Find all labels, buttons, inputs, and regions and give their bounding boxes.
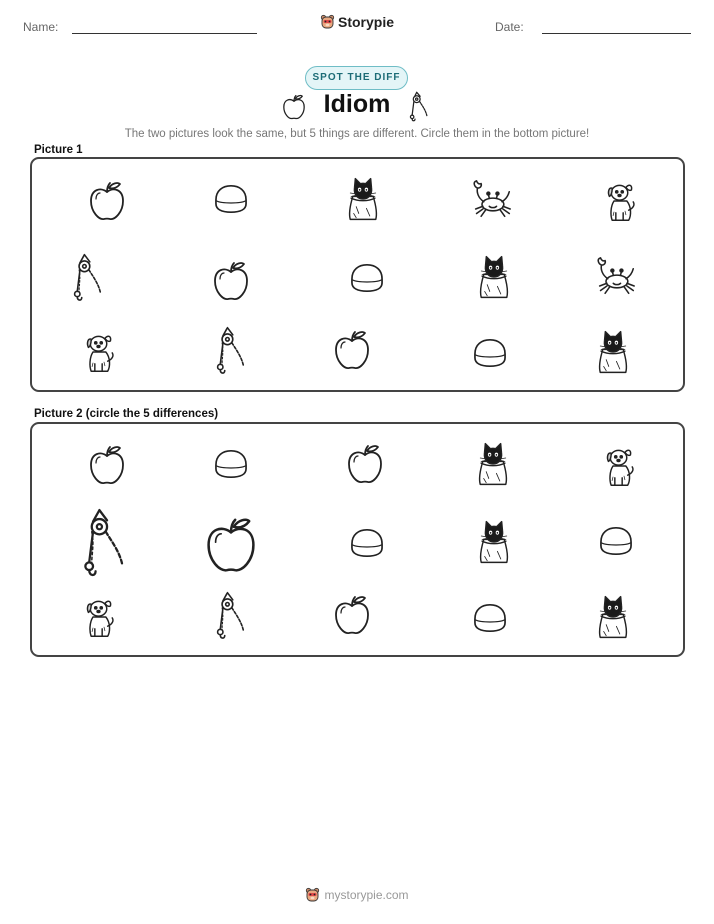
crab-icon	[469, 179, 515, 219]
cat-in-bag-icon	[596, 329, 630, 375]
picture-1-panel	[30, 157, 685, 392]
cat-in-bag-icon[interactable]	[477, 519, 511, 565]
pulley-icon	[70, 252, 106, 302]
apple-icon[interactable]	[332, 593, 372, 637]
picture-1-label: Picture 1	[34, 144, 83, 156]
footer	[0, 887, 714, 903]
picture-2-label: Picture 2 (circle the 5 differences)	[34, 408, 219, 420]
dog-icon	[601, 179, 638, 223]
cat-in-bag-icon[interactable]	[476, 441, 510, 487]
footer-site: mystorypie.com	[324, 888, 409, 902]
apple-icon[interactable]	[203, 514, 259, 576]
dog-icon	[80, 330, 117, 374]
dog-icon[interactable]	[600, 444, 637, 488]
egg-icon	[471, 337, 509, 369]
apple-icon	[332, 328, 372, 372]
pulley-icon[interactable]	[79, 506, 130, 578]
egg-icon[interactable]	[212, 448, 250, 480]
storypie-mascot-icon	[305, 887, 320, 903]
pulley-icon	[406, 90, 432, 122]
page-title: Idiom	[323, 90, 391, 118]
apple-icon[interactable]	[87, 443, 127, 487]
crab-icon	[593, 256, 639, 296]
date-label: Date:	[495, 20, 524, 34]
egg-icon	[212, 183, 250, 215]
apple-icon	[87, 179, 127, 223]
dog-icon[interactable]	[80, 595, 117, 639]
brand-name: Storypie	[337, 14, 394, 30]
cat-in-bag-icon[interactable]	[596, 594, 630, 640]
apple-icon[interactable]	[345, 442, 385, 486]
storypie-mascot-icon	[320, 14, 335, 30]
picture-2-panel[interactable]	[30, 422, 685, 657]
instructions: The two pictures look the same, but 5 things are different. Circle them in the bottom picture!	[124, 128, 590, 140]
date-line[interactable]	[542, 33, 691, 34]
cat-in-bag-icon	[346, 176, 380, 222]
egg-icon[interactable]	[471, 602, 509, 634]
pulley-icon	[213, 325, 249, 375]
name-line[interactable]	[72, 33, 257, 34]
egg-icon[interactable]	[348, 527, 386, 559]
egg-icon	[348, 262, 386, 294]
brand-logo	[0, 14, 714, 30]
egg-icon[interactable]	[597, 525, 635, 557]
apple-icon	[211, 259, 251, 303]
cat-in-bag-icon	[477, 254, 511, 300]
spot-the-diff-badge: SPOT THE DIFF	[305, 66, 408, 90]
pulley-icon[interactable]	[213, 590, 249, 640]
name-label: Name:	[23, 20, 59, 34]
